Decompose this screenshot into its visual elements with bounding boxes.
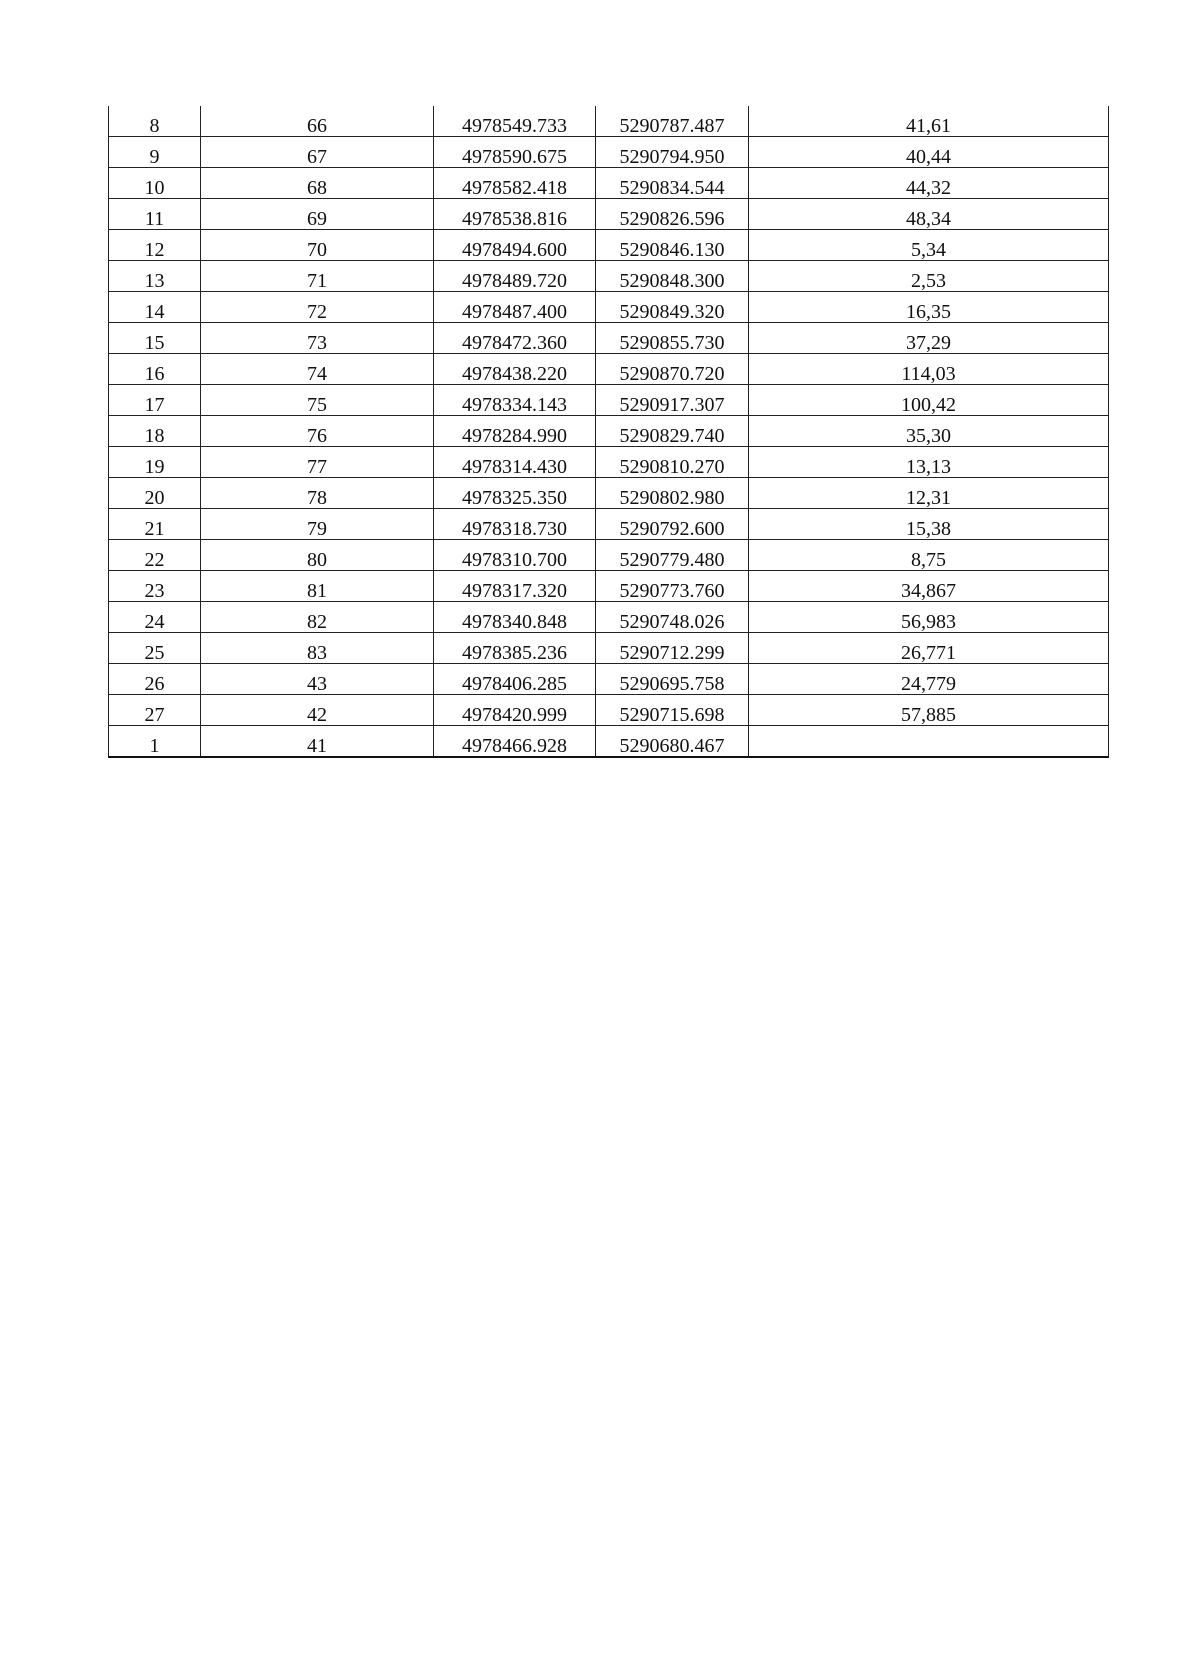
point-number-cell: 69 (201, 199, 434, 230)
x-coordinate-cell: 4978340.848 (434, 602, 596, 633)
table-row (109, 726, 1109, 758)
point-number-cell: 41 (201, 726, 434, 758)
table-row (109, 416, 1109, 447)
distance-cell: 2,53 (749, 261, 1109, 292)
table-row (109, 633, 1109, 664)
distance-cell: 16,35 (749, 292, 1109, 323)
point-number-cell: 67 (201, 137, 434, 168)
point-number-cell: 79 (201, 509, 434, 540)
distance-cell: 26,771 (749, 633, 1109, 664)
x-coordinate-cell: 4978438.220 (434, 354, 596, 385)
y-coordinate-cell: 5290846.130 (596, 230, 749, 261)
distance-cell: 34,867 (749, 571, 1109, 602)
row-number-cell: 15 (109, 323, 201, 354)
distance-cell: 15,38 (749, 509, 1109, 540)
x-coordinate-cell: 4978284.990 (434, 416, 596, 447)
x-coordinate-cell: 4978314.430 (434, 447, 596, 478)
y-coordinate-cell: 5290787.487 (596, 106, 749, 137)
x-coordinate-cell: 4978318.730 (434, 509, 596, 540)
y-coordinate-cell: 5290748.026 (596, 602, 749, 633)
row-number-cell: 13 (109, 261, 201, 292)
y-coordinate-cell: 5290695.758 (596, 664, 749, 695)
table-row (109, 602, 1109, 633)
y-coordinate-cell: 5290870.720 (596, 354, 749, 385)
y-coordinate-cell: 5290810.270 (596, 447, 749, 478)
x-coordinate-cell: 4978325.350 (434, 478, 596, 509)
table-row (109, 664, 1109, 695)
table-row (109, 106, 1109, 137)
row-number-cell: 11 (109, 199, 201, 230)
point-number-cell: 77 (201, 447, 434, 478)
y-coordinate-cell: 5290855.730 (596, 323, 749, 354)
point-number-cell: 70 (201, 230, 434, 261)
distance-cell: 37,29 (749, 323, 1109, 354)
x-coordinate-cell: 4978385.236 (434, 633, 596, 664)
x-coordinate-cell: 4978310.700 (434, 540, 596, 571)
row-number-cell: 10 (109, 168, 201, 199)
y-coordinate-cell: 5290792.600 (596, 509, 749, 540)
x-coordinate-cell: 4978472.360 (434, 323, 596, 354)
y-coordinate-cell: 5290917.307 (596, 385, 749, 416)
distance-cell: 5,34 (749, 230, 1109, 261)
y-coordinate-cell: 5290680.467 (596, 726, 749, 758)
point-number-cell: 82 (201, 602, 434, 633)
row-number-cell: 20 (109, 478, 201, 509)
distance-cell: 57,885 (749, 695, 1109, 726)
table-row (109, 137, 1109, 168)
table-row (109, 540, 1109, 571)
distance-cell: 44,32 (749, 168, 1109, 199)
row-number-cell: 18 (109, 416, 201, 447)
y-coordinate-cell: 5290848.300 (596, 261, 749, 292)
distance-cell: 8,75 (749, 540, 1109, 571)
point-number-cell: 66 (201, 106, 434, 137)
y-coordinate-cell: 5290773.760 (596, 571, 749, 602)
x-coordinate-cell: 4978489.720 (434, 261, 596, 292)
row-number-cell: 27 (109, 695, 201, 726)
x-coordinate-cell: 4978466.928 (434, 726, 596, 758)
distance-cell: 12,31 (749, 478, 1109, 509)
table-row (109, 261, 1109, 292)
y-coordinate-cell: 5290826.596 (596, 199, 749, 230)
table-row (109, 571, 1109, 602)
table-row (109, 168, 1109, 199)
distance-cell (749, 726, 1109, 758)
x-coordinate-cell: 4978334.143 (434, 385, 596, 416)
row-number-cell: 16 (109, 354, 201, 385)
y-coordinate-cell: 5290779.480 (596, 540, 749, 571)
table-row (109, 509, 1109, 540)
distance-cell: 48,34 (749, 199, 1109, 230)
point-number-cell: 72 (201, 292, 434, 323)
coordinates-table (108, 106, 1109, 758)
point-number-cell: 83 (201, 633, 434, 664)
table-row (109, 323, 1109, 354)
x-coordinate-cell: 4978538.816 (434, 199, 596, 230)
row-number-cell: 22 (109, 540, 201, 571)
row-number-cell: 9 (109, 137, 201, 168)
x-coordinate-cell: 4978317.320 (434, 571, 596, 602)
row-number-cell: 26 (109, 664, 201, 695)
x-coordinate-cell: 4978590.675 (434, 137, 596, 168)
x-coordinate-cell: 4978406.285 (434, 664, 596, 695)
point-number-cell: 80 (201, 540, 434, 571)
row-number-cell: 1 (109, 726, 201, 758)
point-number-cell: 74 (201, 354, 434, 385)
distance-cell: 35,30 (749, 416, 1109, 447)
row-number-cell: 14 (109, 292, 201, 323)
table-row (109, 354, 1109, 385)
row-number-cell: 21 (109, 509, 201, 540)
point-number-cell: 73 (201, 323, 434, 354)
x-coordinate-cell: 4978549.733 (434, 106, 596, 137)
y-coordinate-cell: 5290715.698 (596, 695, 749, 726)
row-number-cell: 17 (109, 385, 201, 416)
y-coordinate-cell: 5290802.980 (596, 478, 749, 509)
x-coordinate-cell: 4978582.418 (434, 168, 596, 199)
distance-cell: 100,42 (749, 385, 1109, 416)
table-row (109, 695, 1109, 726)
distance-cell: 13,13 (749, 447, 1109, 478)
row-number-cell: 23 (109, 571, 201, 602)
table-row (109, 385, 1109, 416)
y-coordinate-cell: 5290712.299 (596, 633, 749, 664)
distance-cell: 24,779 (749, 664, 1109, 695)
coordinates-table-body (109, 106, 1109, 757)
row-number-cell: 19 (109, 447, 201, 478)
y-coordinate-cell: 5290829.740 (596, 416, 749, 447)
point-number-cell: 71 (201, 261, 434, 292)
point-number-cell: 76 (201, 416, 434, 447)
point-number-cell: 68 (201, 168, 434, 199)
row-number-cell: 24 (109, 602, 201, 633)
y-coordinate-cell: 5290834.544 (596, 168, 749, 199)
table-row (109, 447, 1109, 478)
table-row (109, 199, 1109, 230)
x-coordinate-cell: 4978487.400 (434, 292, 596, 323)
row-number-cell: 12 (109, 230, 201, 261)
x-coordinate-cell: 4978494.600 (434, 230, 596, 261)
y-coordinate-cell: 5290849.320 (596, 292, 749, 323)
table-row (109, 230, 1109, 261)
row-number-cell: 8 (109, 106, 201, 137)
point-number-cell: 81 (201, 571, 434, 602)
point-number-cell: 43 (201, 664, 434, 695)
y-coordinate-cell: 5290794.950 (596, 137, 749, 168)
point-number-cell: 78 (201, 478, 434, 509)
row-number-cell: 25 (109, 633, 201, 664)
distance-cell: 56,983 (749, 602, 1109, 633)
x-coordinate-cell: 4978420.999 (434, 695, 596, 726)
distance-cell: 40,44 (749, 137, 1109, 168)
table-row (109, 292, 1109, 323)
point-number-cell: 42 (201, 695, 434, 726)
table-row (109, 478, 1109, 509)
distance-cell: 41,61 (749, 106, 1109, 137)
distance-cell: 114,03 (749, 354, 1109, 385)
point-number-cell: 75 (201, 385, 434, 416)
